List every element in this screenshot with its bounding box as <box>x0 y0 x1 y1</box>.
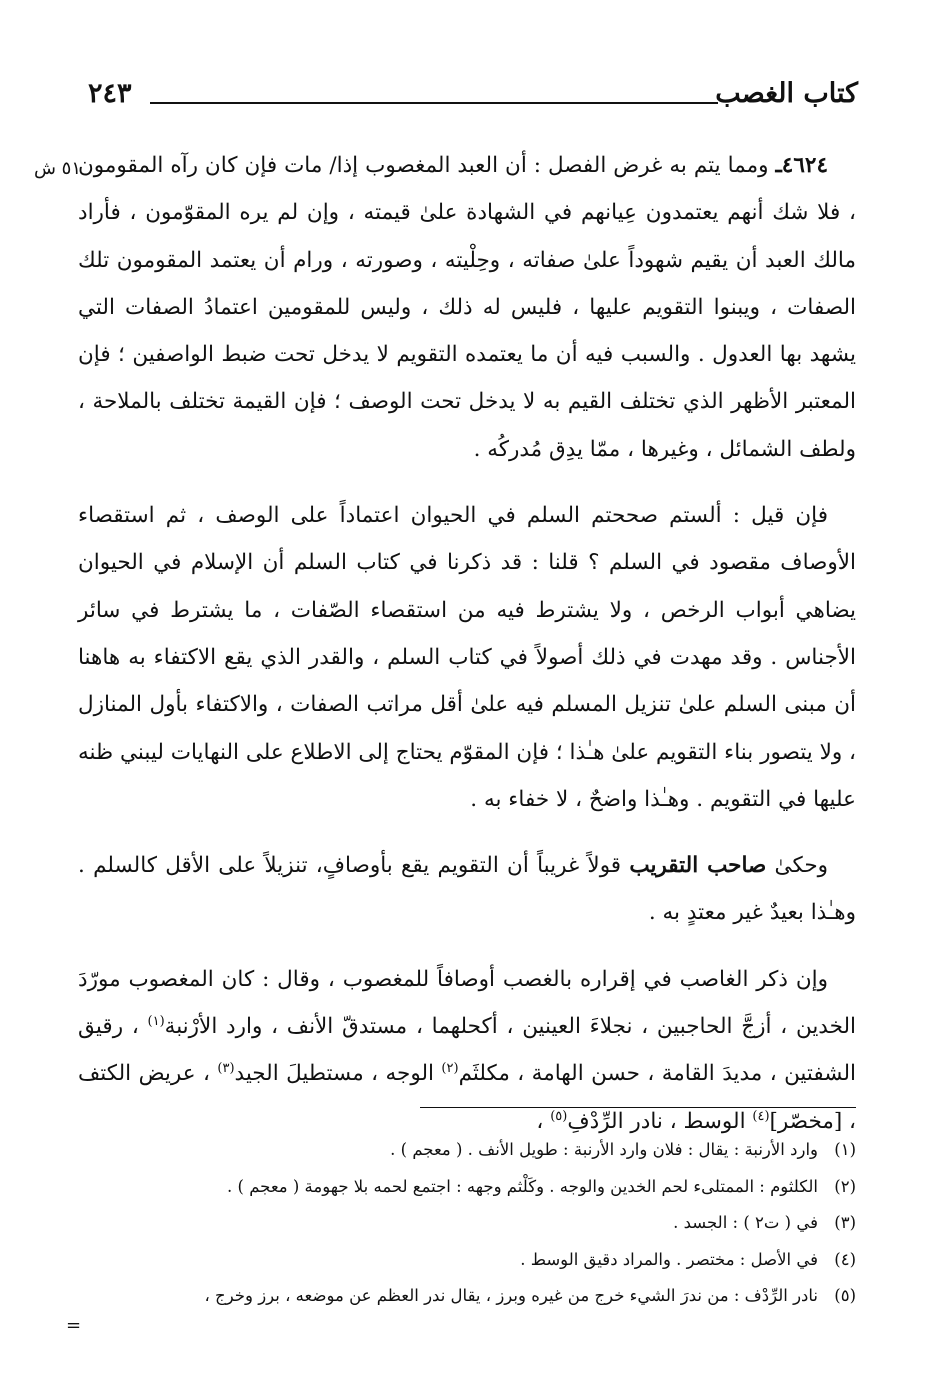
paragraph-text: فإن قيل : ألستم صححتم السلم في الحيوان اعتماداً على الوصف ، ثم استقصاء الأوصاف مقصود في السلم ؟ قلنا : قد ذكرنا في كتاب السلم أن الإسلام في الحيوان يضاهي أبواب الرخص ، ولا يشترط فيه من استقصاء الصّفات ، ما يشترط في سائر الأجناس . وقد مهدت في ذلك أصولاً في كتاب السلم ، والقدر الذي يقع الاكتفاء به هاهنا أن مبنى السلم علىٰ تنزيل المسلم فيه علىٰ أقل مراتب الصفات ، والاكتفاء بأول المنازل ، ولا يتصور بناء التقويم علىٰ هـٰذا ؛ فإن المقوّم يحتاج إلى الاطلاع على النهايات ليبني ظنه عليها في التقويم . وهـٰذا واضحٌ ، لا خفاء به . <box>78 503 856 812</box>
paragraph-text: الوسط ، نادر الرِّدْفِ <box>567 1108 753 1134</box>
footnotes <box>80 1132 856 1315</box>
paragraph-1 <box>78 142 856 473</box>
running-title: كتاب الغصب <box>715 78 858 109</box>
header-rule <box>150 102 718 104</box>
paragraph-text: ، <box>536 1108 551 1134</box>
footnote-ref-5[interactable]: (٥) <box>550 1108 568 1124</box>
footnote <box>80 1169 856 1206</box>
footnote-number: (١) <box>834 1140 856 1159</box>
footnote <box>80 1132 856 1169</box>
footnote-ref-4[interactable]: (٤) <box>752 1108 770 1124</box>
footnote-separator <box>420 1107 856 1108</box>
footnote-text: الكلثوم : الممتلىء لحم الخدين والوجه . وكَلْثم وجهه : اجتمع لحمه بلا جهومة ( معجم ) . <box>227 1176 818 1196</box>
paragraph-text: وإن ذكر الغاصب في إقراره بالغصب أوصافاً للمغصوب ، وقال : كان المغصوب مورّدَ الخدين ، أزجَّ الحاجبين ، نجلاءَ العينين ، أكحلهما ، مستدقّ الأنف ، وارد الأرْنبة <box>78 966 856 1040</box>
margin-note: ٥١ ش <box>33 158 81 179</box>
footnote <box>80 1205 856 1242</box>
paragraph-text-before: وحكىٰ <box>766 853 828 879</box>
footnote-ref-2[interactable]: (٢) <box>441 1061 459 1077</box>
cited-book: صاحب التقريب <box>629 853 767 879</box>
paragraph-3 <box>78 842 856 937</box>
footnote-ref-1[interactable]: (١) <box>147 1013 165 1029</box>
footnote-number: (٥) <box>834 1286 856 1305</box>
footnote-ref-3[interactable]: (٣) <box>217 1061 235 1077</box>
paragraph-4 <box>78 956 856 1145</box>
paragraph-number: ٤٦٢٤ـ <box>775 153 828 178</box>
footnote-text: في الأصل : مختصر . والمراد دقيق الوسط . <box>520 1249 818 1269</box>
main-text <box>78 142 856 1164</box>
footnote-number: (٣) <box>834 1213 856 1232</box>
footnote-number: (٢) <box>834 1176 856 1196</box>
paragraph-text: ومما يتم به غرض الفصل : أن العبد المغصوب إذا/ مات فإن كان رآه المقومون ، فلا شك أنهم يعتمدون عِيانهم في الشهادة علىٰ قيمته ، وإن لم يره المقوّمون ، فأراد مالك العبد أن يقيم شهوداً علىٰ صفاته ، وحِلْيته ، وصورته ، ورام أن يعتمد المقومون تلك الصفات ، ويبنوا التقويم عليها ، فليس له ذلك ، وليس للمقومين اعتمادُ الصفات التي يشهد بها العدول . والسبب فيه أن ما يعتمده التقويم لا يدخل تحت ضبط الواصفين ؛ فإن المعتبر الأظهر الذي تختلف القيم به لا يدخل تحت الوصف ؛ فإن القيمة تختلف بالملاحة ، ولطف الشمائل ، وغيرها ، ممّا يدِق مُدركُه . <box>78 153 856 462</box>
footnote-text: في ( ت٢ ) : الجسد . <box>673 1213 818 1232</box>
paragraph-text: ، عريض الكتف ، [مخصّر] <box>78 1061 856 1134</box>
paragraph-2 <box>78 492 856 823</box>
paragraph-text: ، رقيق الشفتين ، مديدَ القامة ، حسن الهامة ، مكلثَم <box>78 1014 856 1087</box>
continuation-mark: = <box>66 1315 82 1336</box>
footnote-text: وارد الأرنبة : يقال : فلان وارد الأرنبة : طويل الأنف . ( معجم ) . <box>390 1140 818 1159</box>
paragraph-text-after: قولاً غريباً أن التقويم يقع بأوصافٍ، تنزيلاً على الأقل كالسلم . وهـٰذا بعيدٌ غير معتدٍ به . <box>78 853 856 926</box>
footnote-text: نادر الرِّدْف : من ندرَ الشيء خرج من غيره وبرز ، يقال ندر العظم عن موضعه ، برز وخرج ، <box>204 1286 818 1305</box>
page-number: ٢٤٣ <box>88 78 132 109</box>
footnote-number: (٤) <box>834 1249 856 1269</box>
footnote <box>80 1242 856 1279</box>
page-header <box>88 78 858 118</box>
paragraph-text: الوجه ، مستطيلَ الجيد <box>234 1061 442 1087</box>
footnote <box>80 1278 856 1315</box>
